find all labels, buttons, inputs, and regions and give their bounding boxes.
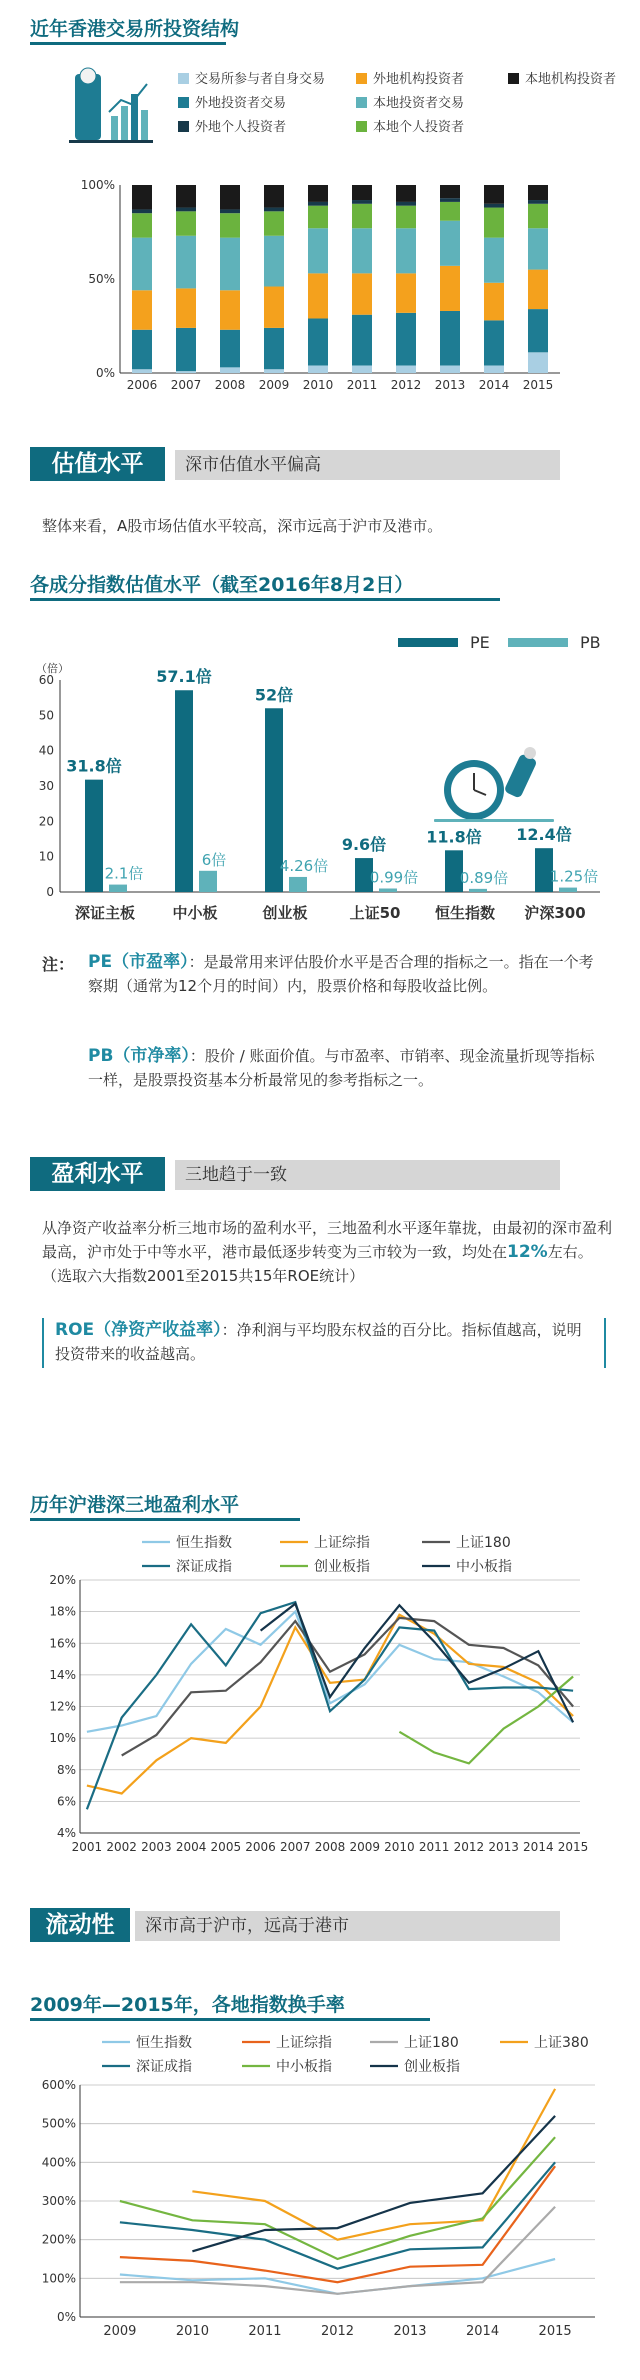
legend-label: 上证综指	[276, 2035, 332, 2051]
pe-description: ：是最常用来评估股价水平是否合理的指标之一。指在一个考察期（通常为12个月的时间）内，股票价格和每股收益比例。	[88, 953, 594, 995]
section3-paragraph-a: 从净资产收益率分析三地市场的盈利水平，三地盈利水平逐年靠拢，由最初的深市盈利最高，沪市处于中等水平，港市最低逐步转变为三市较为一致，均处在	[42, 1219, 613, 1261]
legend-label: 上证180	[456, 1535, 511, 1551]
stack-segment	[352, 185, 372, 200]
y-tick-label: 50%	[88, 272, 115, 286]
legend-swatch-pb	[508, 638, 568, 647]
stack-segment	[264, 369, 284, 373]
x-tick-label: 2013	[434, 378, 466, 392]
section3-title-underline	[30, 1518, 300, 1521]
legend-label: 交易所参与者自身交易	[195, 72, 326, 87]
legend-label: 创业板指	[314, 1559, 370, 1575]
stack-segment	[440, 266, 460, 311]
series-line	[120, 2166, 555, 2282]
roe-note	[55, 1318, 595, 1366]
pb-bar	[379, 889, 397, 892]
pb-description: ：股价 / 账面价值。与市盈率、市销率、现金流量折现等指标一样，是股票投资基本分析最常见的参考指标之一。	[88, 1047, 595, 1089]
pb-data-label: 2.1倍	[104, 864, 144, 883]
x-tick-label: 2012	[320, 2324, 355, 2339]
stack-segment	[176, 208, 196, 212]
y-tick-label: 0%	[95, 366, 115, 380]
x-tick-label: 2007	[170, 378, 202, 392]
stack-segment	[132, 209, 152, 213]
series-line	[87, 1602, 573, 1809]
legend-label: 上证380	[534, 2035, 589, 2051]
x-tick-label: 2001	[71, 1840, 103, 1854]
stack-segment	[396, 202, 416, 206]
clock-illustration	[434, 745, 564, 825]
section2-paragraph: 整体来看，A股市场估值水平较高，深市远高于沪市及港市。	[42, 517, 443, 535]
stack-segment	[264, 185, 284, 208]
legend-item	[356, 68, 464, 87]
legend-label: 本地个人投资者	[373, 120, 465, 135]
x-tick-label: 2013	[393, 2324, 427, 2339]
y-tick-label: 500%	[41, 2116, 76, 2131]
x-tick-label: 2010	[302, 378, 334, 392]
pb-data-label: 4.26倍	[279, 856, 329, 875]
y-tick-label: 0	[46, 885, 54, 899]
y-tick-label: 10	[38, 849, 54, 864]
legend-item	[178, 68, 325, 87]
stack-segment	[440, 185, 460, 198]
stack-segment	[132, 238, 152, 291]
stack-segment	[440, 365, 460, 373]
pe-bar	[175, 690, 193, 892]
pb-data-label: 1.25倍	[549, 867, 599, 886]
stack-segment	[132, 290, 152, 329]
legend-label: 上证综指	[314, 1535, 370, 1551]
y-tick-label: 14%	[49, 1667, 76, 1682]
x-tick-label: 2015	[557, 1840, 589, 1854]
stack-segment	[352, 365, 372, 373]
section3-subtitle: 三地趋于一致	[175, 1160, 560, 1190]
stack-segment	[176, 371, 196, 373]
pb-note	[88, 1044, 608, 1092]
stack-segment	[308, 365, 328, 373]
x-tick-label: 2010	[384, 1840, 415, 1854]
legend-item	[178, 116, 286, 135]
stack-segment	[308, 206, 328, 229]
stack-segment	[528, 185, 548, 200]
x-tick-label: 2005	[210, 1840, 242, 1854]
stack-segment	[396, 228, 416, 273]
stack-segment	[220, 290, 240, 329]
series-line	[120, 2259, 555, 2294]
investor-illustration	[55, 66, 165, 156]
stack-segment	[220, 213, 240, 237]
stack-segment	[484, 320, 504, 365]
stack-segment	[176, 288, 196, 327]
legend-label: 深证成指	[176, 1559, 232, 1575]
x-tick-label: 深证主板	[74, 904, 136, 922]
section2-subtitle: 深市估值水平偏高	[175, 450, 560, 480]
y-tick-label: 0%	[56, 2310, 76, 2324]
chart1-legend	[178, 68, 618, 138]
roe-term: ROE（净资产收益率）	[55, 1320, 222, 1340]
stack-segment	[264, 287, 284, 328]
stack-segment	[132, 185, 152, 209]
pb-term: PB（市净率）	[88, 1046, 190, 1066]
x-tick-label: 2009	[349, 1840, 380, 1854]
legend-label: 外地投资者交易	[195, 96, 287, 111]
section3-chart-title: 历年沪港深三地盈利水平	[30, 1494, 240, 1516]
stack-segment	[396, 206, 416, 229]
stack-segment	[308, 185, 328, 202]
y-tick-label: 4%	[56, 1826, 76, 1840]
stack-segment	[132, 213, 152, 237]
stack-segment	[176, 185, 196, 208]
stack-segment	[528, 352, 548, 373]
x-tick-label: 2011	[346, 378, 378, 392]
section1-title-underline	[30, 42, 226, 45]
stack-segment	[440, 311, 460, 366]
legend-label: 上证180	[404, 2035, 459, 2051]
x-tick-label: 中小板	[172, 904, 218, 922]
stack-segment	[484, 283, 504, 321]
section3-paragraph	[42, 1216, 612, 1288]
legend-label: 外地机构投资者	[373, 72, 465, 87]
x-tick-label: 2012	[453, 1840, 485, 1854]
pe-data-label: 57.1倍	[156, 667, 212, 687]
pe-data-label: 11.8倍	[426, 827, 482, 847]
legend-item	[508, 68, 616, 87]
pb-data-label: 0.99倍	[369, 868, 419, 887]
pe-data-label: 31.8倍	[66, 756, 122, 776]
y-tick-label: 20	[38, 814, 54, 829]
stack-segment	[220, 238, 240, 291]
pb-bar	[289, 877, 307, 892]
legend-swatch	[178, 73, 189, 84]
stack-segment	[176, 328, 196, 371]
unit-label: （倍）	[36, 662, 69, 675]
stack-segment	[484, 185, 504, 204]
stack-segment	[220, 367, 240, 373]
turnover-line-chart	[30, 2025, 620, 2370]
legend-label: 恒生指数	[136, 2035, 192, 2051]
x-tick-label: 2010	[175, 2324, 209, 2339]
stack-segment	[484, 208, 504, 238]
stack-segment	[352, 315, 372, 366]
stack-segment	[264, 236, 284, 287]
stack-segment	[396, 185, 416, 202]
pe-note	[88, 950, 608, 998]
y-tick-label: 200%	[41, 2232, 76, 2247]
stack-segment	[352, 200, 372, 204]
legend-label: 深证成指	[136, 2059, 192, 2075]
stack-segment	[308, 273, 328, 318]
stack-segment	[484, 238, 504, 283]
y-tick-label: 10%	[49, 1731, 76, 1746]
pe-data-label: 52倍	[254, 685, 294, 705]
pe-term: PE（市盈率）	[88, 952, 189, 972]
y-tick-label: 8%	[56, 1762, 76, 1777]
pb-bar	[109, 885, 127, 892]
x-tick-label: 上证50	[349, 904, 401, 922]
x-tick-label: 2006	[245, 1840, 276, 1854]
x-tick-label: 2008	[314, 1840, 346, 1854]
pe-data-label: 12.4倍	[516, 825, 572, 845]
stack-segment	[308, 318, 328, 365]
legend-swatch-pe	[398, 638, 458, 647]
y-tick-label: 18%	[49, 1604, 76, 1619]
x-tick-label: 2014	[466, 2324, 500, 2339]
x-tick-label: 2011	[248, 2324, 282, 2339]
legend-swatch	[356, 97, 367, 108]
stack-segment	[352, 204, 372, 228]
x-tick-label: 2009	[103, 2324, 137, 2339]
section2-title-underline	[30, 598, 500, 601]
series-line	[120, 2162, 555, 2268]
x-tick-label: 2014	[478, 378, 510, 392]
y-tick-label: 6%	[56, 1794, 76, 1809]
stack-segment	[220, 209, 240, 213]
y-tick-label: 400%	[41, 2155, 76, 2170]
legend-label-pe: PE	[470, 633, 490, 652]
x-tick-label: 2009	[258, 378, 290, 392]
x-tick-label: 2012	[390, 378, 422, 392]
pe-bar	[85, 780, 103, 892]
pb-bar	[469, 889, 487, 892]
legend-swatch	[508, 73, 519, 84]
stack-segment	[176, 211, 196, 235]
section1-title: 近年香港交易所投资结构	[30, 18, 240, 40]
stack-segment	[440, 202, 460, 221]
pb-data-label: 6倍	[201, 850, 227, 869]
section4-title-underline	[30, 2018, 430, 2021]
stack-segment	[352, 273, 372, 314]
roe-line-chart	[30, 1525, 620, 1865]
y-tick-label: 300%	[41, 2194, 76, 2208]
stack-segment	[352, 228, 372, 273]
legend-swatch	[178, 121, 189, 132]
stack-segment	[220, 330, 240, 368]
section3-paragraph-b: 左右。（选取六大指数2001至2015共15年ROE统计）	[42, 1243, 593, 1285]
section4-band: 流动性	[30, 1908, 130, 1942]
y-tick-label: 600%	[41, 2078, 76, 2092]
stack-segment	[528, 309, 548, 352]
stack-segment	[308, 228, 328, 273]
x-tick-label: 2015	[522, 378, 554, 392]
stack-segment	[132, 330, 152, 369]
section3-band: 盈利水平	[30, 1157, 165, 1191]
x-tick-label: 2006	[126, 378, 158, 392]
hk-investor-structure-chart	[70, 180, 560, 395]
section4-chart-title: 2009年—2015年，各地指数换手率	[30, 1994, 345, 2016]
legend-label: 中小板指	[276, 2059, 332, 2075]
pb-bar	[559, 888, 577, 892]
stack-segment	[528, 204, 548, 228]
y-tick-label: 60	[38, 673, 54, 687]
y-tick-label: 100%	[41, 2271, 76, 2286]
stack-segment	[264, 328, 284, 369]
stack-segment	[396, 365, 416, 373]
series-line	[261, 1604, 573, 1723]
stack-segment	[264, 208, 284, 212]
y-tick-label: 100%	[80, 180, 115, 192]
legend-item	[178, 92, 286, 111]
note-label: 注：	[42, 955, 75, 974]
stack-segment	[396, 273, 416, 312]
legend-label: 外地个人投资者	[195, 120, 287, 135]
series-line	[192, 2089, 555, 2240]
y-tick-label: 16%	[49, 1636, 76, 1651]
stack-segment	[528, 200, 548, 204]
x-tick-label: 2004	[175, 1840, 207, 1854]
legend-swatch	[356, 121, 367, 132]
legend-label: 创业板指	[404, 2059, 460, 2075]
legend-label: 恒生指数	[176, 1535, 232, 1551]
stack-segment	[528, 228, 548, 269]
stack-segment	[484, 204, 504, 208]
stack-segment	[308, 202, 328, 206]
x-tick-label: 2015	[538, 2324, 572, 2339]
x-tick-label: 2003	[141, 1840, 172, 1854]
legend-item	[356, 116, 464, 135]
pe-data-label: 9.6倍	[341, 835, 387, 855]
x-tick-label: 2008	[214, 378, 246, 392]
stack-segment	[396, 313, 416, 366]
section2-band: 估值水平	[30, 447, 165, 481]
stack-segment	[176, 236, 196, 289]
pb-bar	[199, 871, 217, 892]
x-tick-label: 沪深300	[524, 904, 586, 922]
x-tick-label: 2011	[418, 1840, 450, 1854]
section2-chart-title: 各成分指数估值水平（截至2016年8月2日）	[30, 574, 414, 596]
stack-segment	[132, 369, 152, 373]
x-tick-label: 恒生指数	[434, 904, 496, 922]
y-tick-label: 30	[38, 779, 54, 793]
x-tick-label: 2007	[280, 1840, 311, 1854]
legend-swatch	[178, 97, 189, 108]
series-line	[399, 1677, 573, 1764]
roe-highlight: 12%	[507, 1242, 548, 1262]
legend-label: 本地机构投资者	[525, 72, 617, 87]
legend-label-pb: PB	[580, 633, 601, 652]
y-tick-label: 40	[38, 743, 54, 758]
y-tick-label: 50	[38, 708, 54, 723]
stack-segment	[264, 211, 284, 235]
stack-segment	[440, 198, 460, 202]
legend-label: 中小板指	[456, 1559, 512, 1575]
stack-segment	[440, 221, 460, 266]
legend-label: 本地投资者交易	[373, 96, 465, 111]
stack-segment	[484, 365, 504, 373]
x-tick-label: 2002	[106, 1840, 137, 1854]
x-tick-label: 创业板	[262, 904, 308, 922]
y-tick-label: 20%	[49, 1573, 76, 1587]
roe-description: ：净利润与平均股东权益的百分比。指标值越高，说明投资带来的收益越高。	[55, 1321, 582, 1363]
legend-swatch	[356, 73, 367, 84]
stack-segment	[220, 185, 240, 209]
section4-subtitle: 深市高于沪市，远高于港市	[135, 1911, 560, 1941]
x-tick-label: 2013	[488, 1840, 519, 1854]
x-tick-label: 2014	[523, 1840, 554, 1854]
pb-data-label: 0.89倍	[459, 868, 509, 887]
legend-item	[356, 92, 464, 111]
y-tick-label: 12%	[49, 1699, 76, 1714]
stack-segment	[528, 270, 548, 309]
